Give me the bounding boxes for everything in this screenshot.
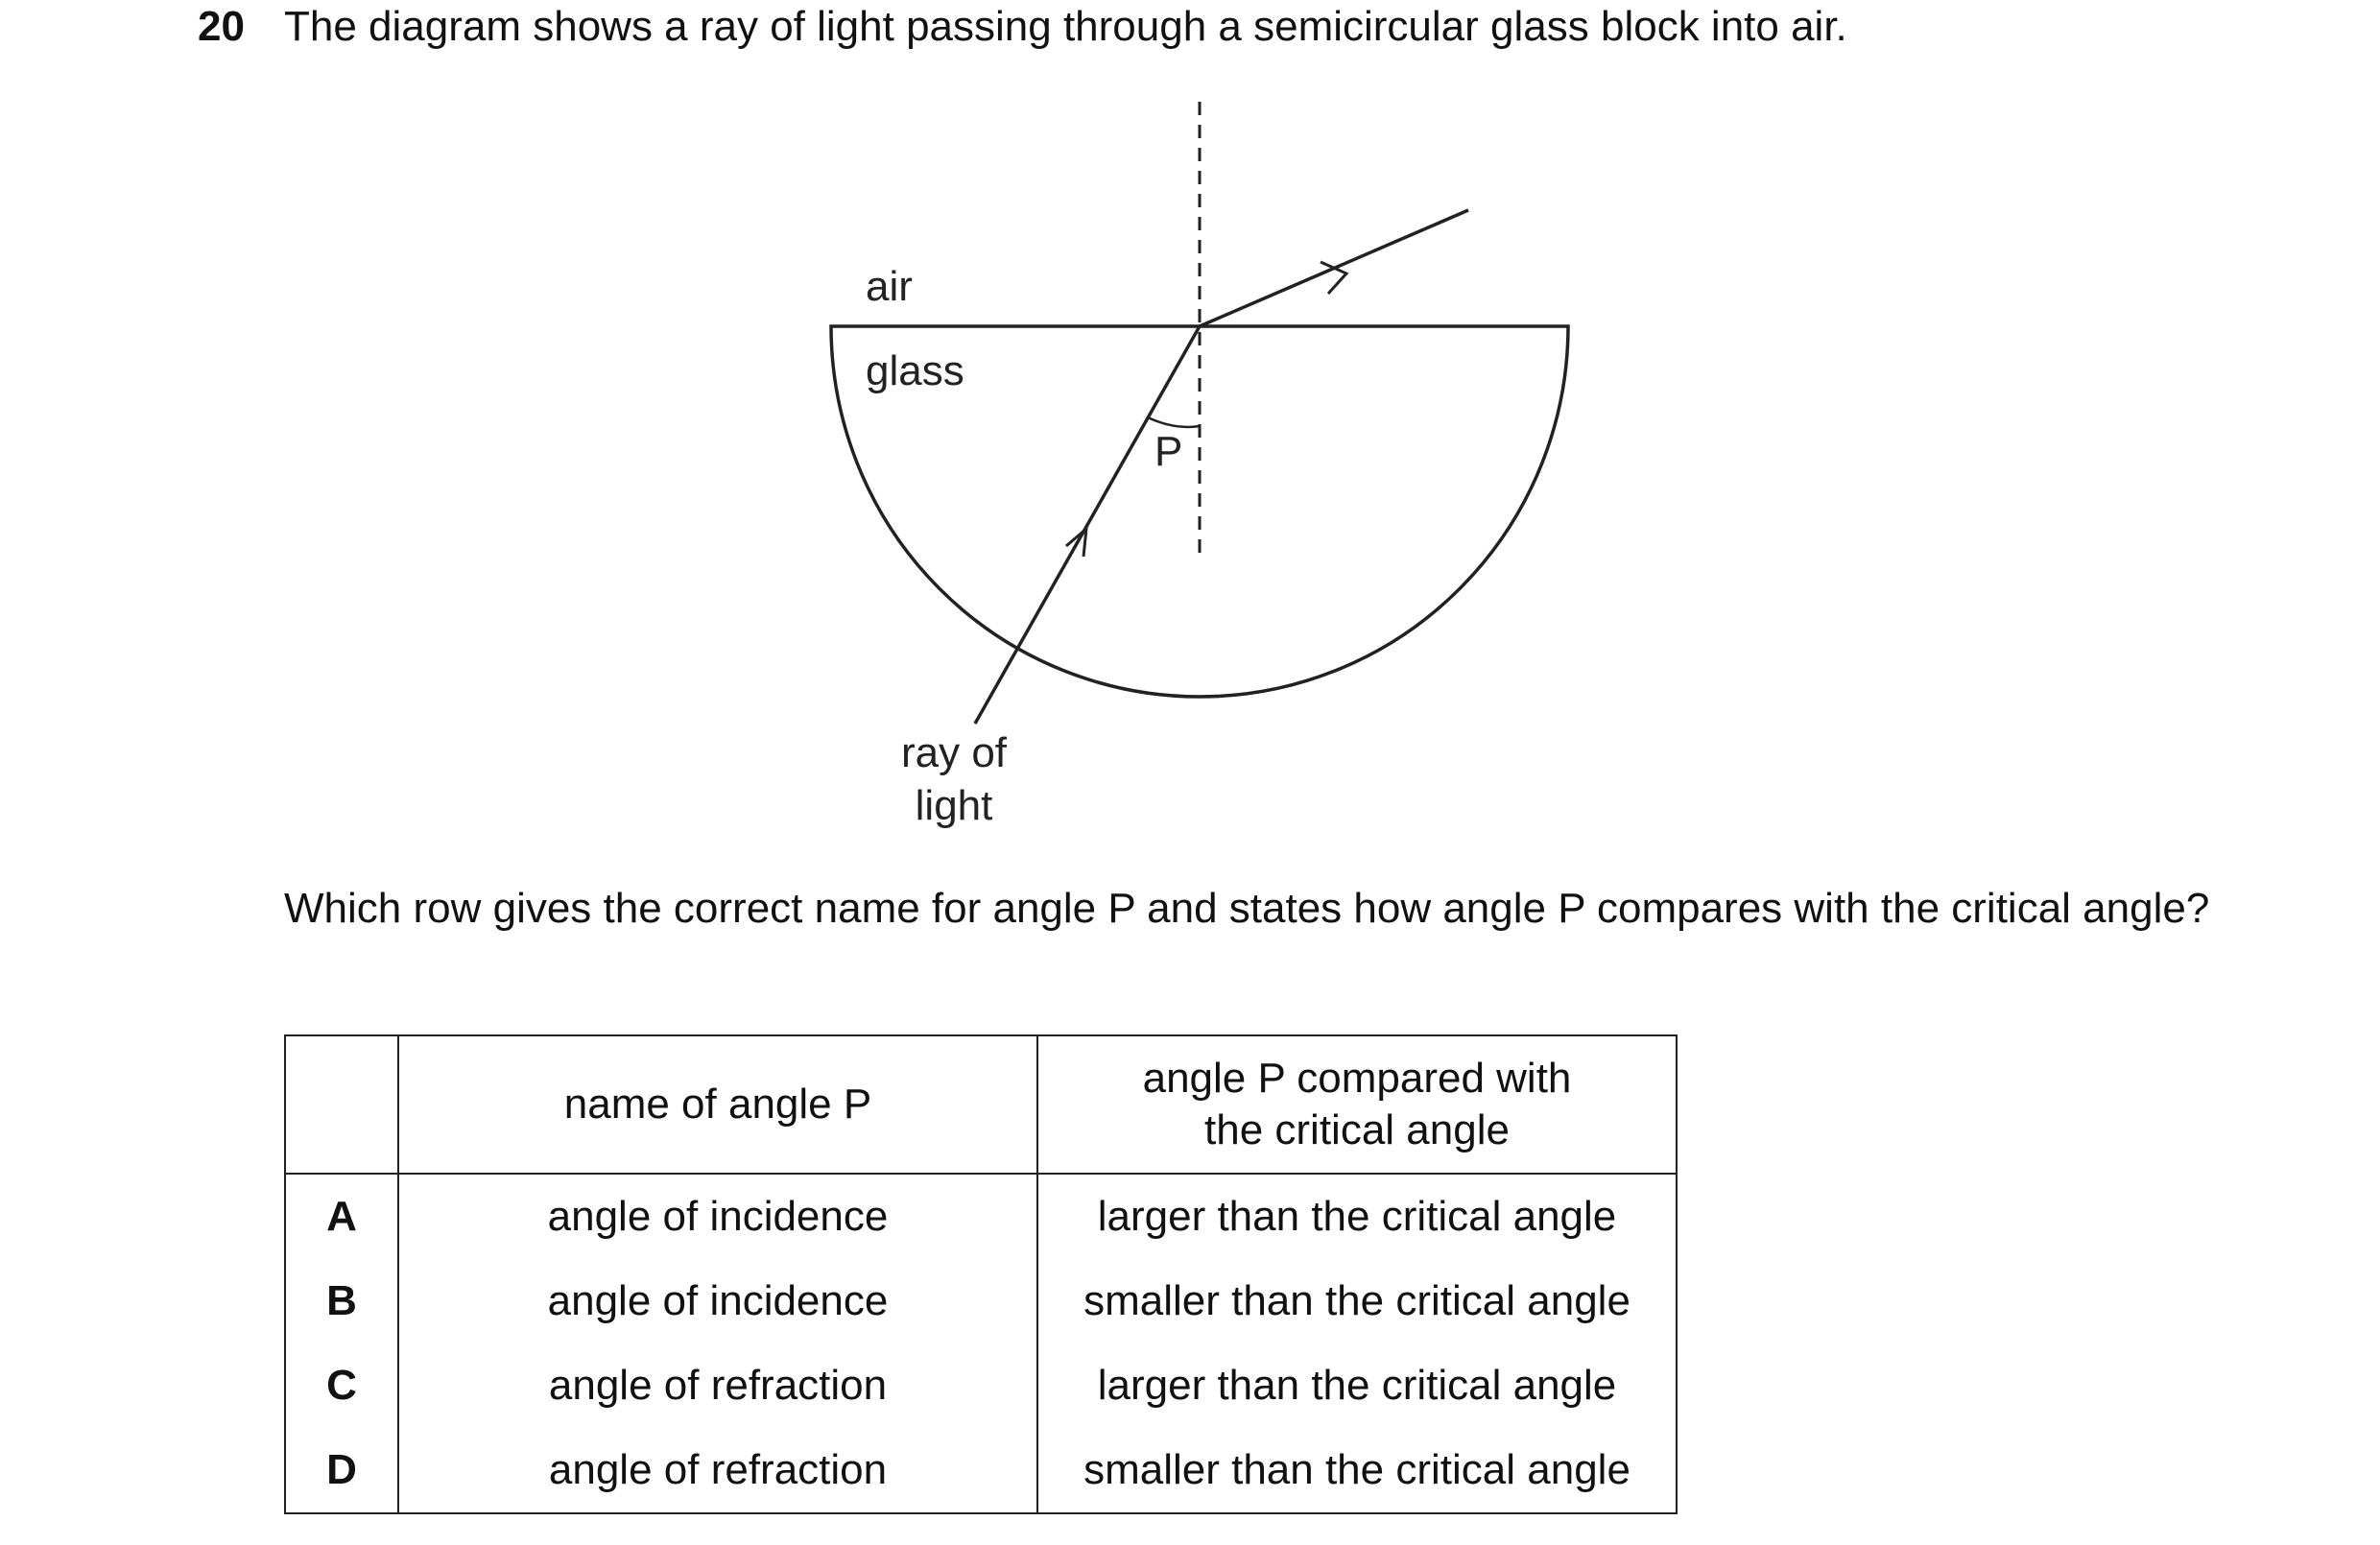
row-name: angle of refraction xyxy=(398,1428,1037,1513)
answer-row-a[interactable] xyxy=(285,1174,1677,1259)
row-key: D xyxy=(285,1428,398,1513)
row-key: A xyxy=(285,1174,398,1259)
row-key: B xyxy=(285,1259,398,1343)
incident-ray xyxy=(975,326,1200,724)
question-prompt: Which row gives the correct name for angle P and states how angle P compares with the critical angle? xyxy=(284,885,2210,932)
row-key: C xyxy=(285,1343,398,1428)
answer-row-d[interactable] xyxy=(285,1428,1677,1513)
question-stem: The diagram shows a ray of light passing through a semicircular glass block into air. xyxy=(284,3,1847,50)
row-name: angle of incidence xyxy=(398,1174,1037,1259)
row-compare: smaller than the critical angle xyxy=(1037,1428,1677,1513)
label-angle-p: P xyxy=(1154,428,1183,475)
row-compare: smaller than the critical angle xyxy=(1037,1259,1677,1343)
header-compare-critical-angle: angle P compared with the critical angle xyxy=(1037,1035,1677,1174)
header-key xyxy=(285,1035,398,1174)
label-ray-of-light-line2: light xyxy=(915,782,993,829)
answer-row-c[interactable] xyxy=(285,1343,1677,1428)
row-name: angle of refraction xyxy=(398,1343,1037,1428)
angle-p-arc xyxy=(1148,417,1200,427)
label-air: air xyxy=(866,263,913,310)
question-number: 20 xyxy=(198,3,245,50)
label-ray-of-light-line1: ray of xyxy=(900,729,1008,776)
refracted-ray-arrowhead xyxy=(1321,262,1346,294)
answer-table xyxy=(284,1034,1678,1514)
answer-table-header xyxy=(285,1035,1677,1174)
label-glass: glass xyxy=(866,347,964,394)
row-compare: larger than the critical angle xyxy=(1037,1174,1677,1259)
header-name-of-angle: name of angle P xyxy=(398,1035,1037,1174)
answer-row-b[interactable] xyxy=(285,1259,1677,1343)
row-name: angle of incidence xyxy=(398,1259,1037,1343)
row-compare: larger than the critical angle xyxy=(1037,1343,1677,1428)
